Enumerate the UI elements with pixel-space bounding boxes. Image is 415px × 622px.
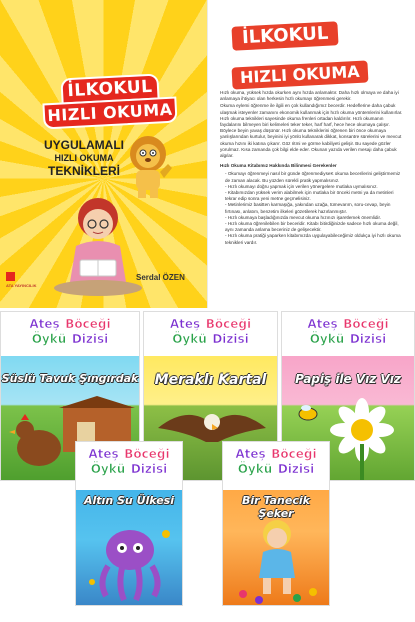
series-word: Dizisi [71, 332, 109, 346]
series-word: Ateş [29, 317, 60, 331]
description-bullet: - Hızlı okuma pratiği yaparken kitabımızda uygulayabileceğimiz oldukça iyi hızlı okuma teknikleri vardır. [225, 233, 406, 245]
publisher-logo [6, 272, 40, 288]
series-word: Öykü [172, 332, 207, 346]
series-word: Dizisi [349, 332, 387, 346]
cover-title [40, 76, 180, 128]
girl-candy-illustration-icon [229, 514, 325, 604]
series-word: Böceği [205, 317, 252, 331]
book-title: Süslü Tavuk Şıngırdak [1, 372, 139, 385]
cover-subtitle-line1: UYGULAMALI [44, 138, 124, 152]
series-title [144, 316, 277, 346]
series-word: Ateş [169, 317, 201, 331]
cover-subtitle-line3: TEKNİKLERİ [48, 164, 120, 178]
side-heading-line2: HIZLI OKUMA [232, 60, 369, 89]
series-word: Böceği [65, 317, 111, 331]
girl-reading-illustration-icon [46, 196, 150, 296]
series-title [1, 316, 139, 346]
book-cover-altin-su-ulkesi[interactable] [75, 441, 183, 606]
main-book-cover[interactable] [0, 0, 208, 308]
side-heading-line1: İLKOKUL [231, 21, 338, 51]
cover-author: Serdal ÖZEN [136, 273, 185, 282]
series-word: Dizisi [212, 332, 249, 346]
series-word: Dizisi [277, 462, 315, 476]
cover-title-line2: HIZLI OKUMA [42, 97, 177, 130]
octopus-illustration-icon [82, 522, 178, 604]
description-bullet: - Hızlı okumayı doğru yapmak için verilen yönergelere mutlaka uymalısınız. [225, 184, 406, 190]
publisher-name: ATA YAYINCILIK [6, 283, 37, 288]
book-title: Meraklı Kartal [154, 372, 267, 388]
series-word: Dizisi [130, 462, 168, 476]
cover-subtitle [36, 138, 132, 178]
series-word: Böceği [271, 447, 317, 461]
lion-illustration-icon [120, 132, 176, 202]
book-cover-bir-tanecik-seker[interactable] [222, 441, 330, 606]
description-bullet: - Metinlerimiz basitten karmaşığa, yakından uzağa, tümevarım, soru-cevap, beyin fırtınası, anlatım, benzetim ilkeleri gözetilerek hazırlanmıştır. [225, 202, 406, 214]
series-title [223, 446, 329, 476]
description-bullet-list [220, 171, 406, 245]
side-heading [232, 24, 396, 86]
series-title [282, 316, 414, 346]
book-title: Altın Su Ülkesi [84, 494, 174, 507]
book-description [220, 90, 406, 306]
series-word: Ateş [235, 447, 266, 461]
series-word: Öykü [309, 332, 345, 346]
description-paragraph: Hızlı okuma, yüksek hızda okurken aynı hızda anlamaktır. Daha hızlı olmaya ve daha iyi anlamaya ihtiyacı olan herkesin hızlı okumayı öğrenmesi gerekir. [220, 90, 399, 102]
series-word: Öykü [237, 462, 273, 476]
series-word: Öykü [90, 462, 126, 476]
series-word: Böceği [124, 447, 170, 461]
description-paragraph: Okuma eylemi öğrenme ile ilgili en çok kullandığımız becerdir. Hedeflerine daha çabuk ulaşmak isteyenler zamanını ekonomik kullanmak için hızlı okuma yöntemlerini kullanırlar. Hızlı okuma teknikleri sayesinde okuma frenleri ortadan kaldırılır. Hızlı okumanın faydalarını bilmeyen biri kelimeleri teker teker, harf harf, hece hece okumaya çalışır. Böylece beyin yavaş düşünür. Hızlı okuma tekniklerini öğrenen biri önce okumaya yanlışlarından kurtulur, beyinini iyi yönlü kullanarak dikkat, konsantre sürelerini ve mevcut okuma hızını iki katına çıkarır. Göz ritmi ve görme kabiliyeti gelişir. Bu sayede gözler yorulmaz. Kısa zamanda çok bilgi elde eder. Okunan yazıda verilen mesajı daha çabuk algılar. [220, 103, 403, 159]
series-title [76, 446, 182, 476]
book-title: Bir Tanecik Şeker [242, 494, 310, 520]
description-bullet: - Hızlı okuma öğrenilebilen bir beceridir. Kitabı bitirdiğinizde sadece hızlı okuma değil, aynı zamanda anlama beceriniz de gelişecektir. [225, 221, 406, 233]
description-subheading: Hızlı Okuma Kitabımız Hakkında Bilinmesi Gerekenler [220, 163, 337, 169]
series-word: Böceği [343, 317, 389, 331]
series-word: Ateş [88, 447, 119, 461]
description-bullet: - Hızlı okumaya başladığınızda mevcut okuma hızınızı işaretlemek önemlidir. [225, 215, 406, 221]
series-word: Ateş [307, 317, 338, 331]
description-bullet: - Okumayı öğrenmeyi nasıl bir günde öğrenmediyseK okuma becerilerini geliştirmemiz de zaman alacak. Bu yüzden sürekli pratik yapmalısınız. [225, 171, 406, 183]
book-title: Papiş ile Vız Vız [295, 372, 401, 386]
series-word: Öykü [31, 332, 67, 346]
cover-subtitle-line2: HIZLI OKUMA [54, 153, 114, 163]
publisher-logo-icon [6, 272, 15, 281]
description-bullet: - Kitabımızdan yüksek verim alabilmek için mutlaka bir önceki metni ya da metinleri tekrar edip sonra yeni metne geçmelisiniz. [225, 190, 406, 202]
cover-title-line1: İLKOKUL [60, 73, 159, 104]
